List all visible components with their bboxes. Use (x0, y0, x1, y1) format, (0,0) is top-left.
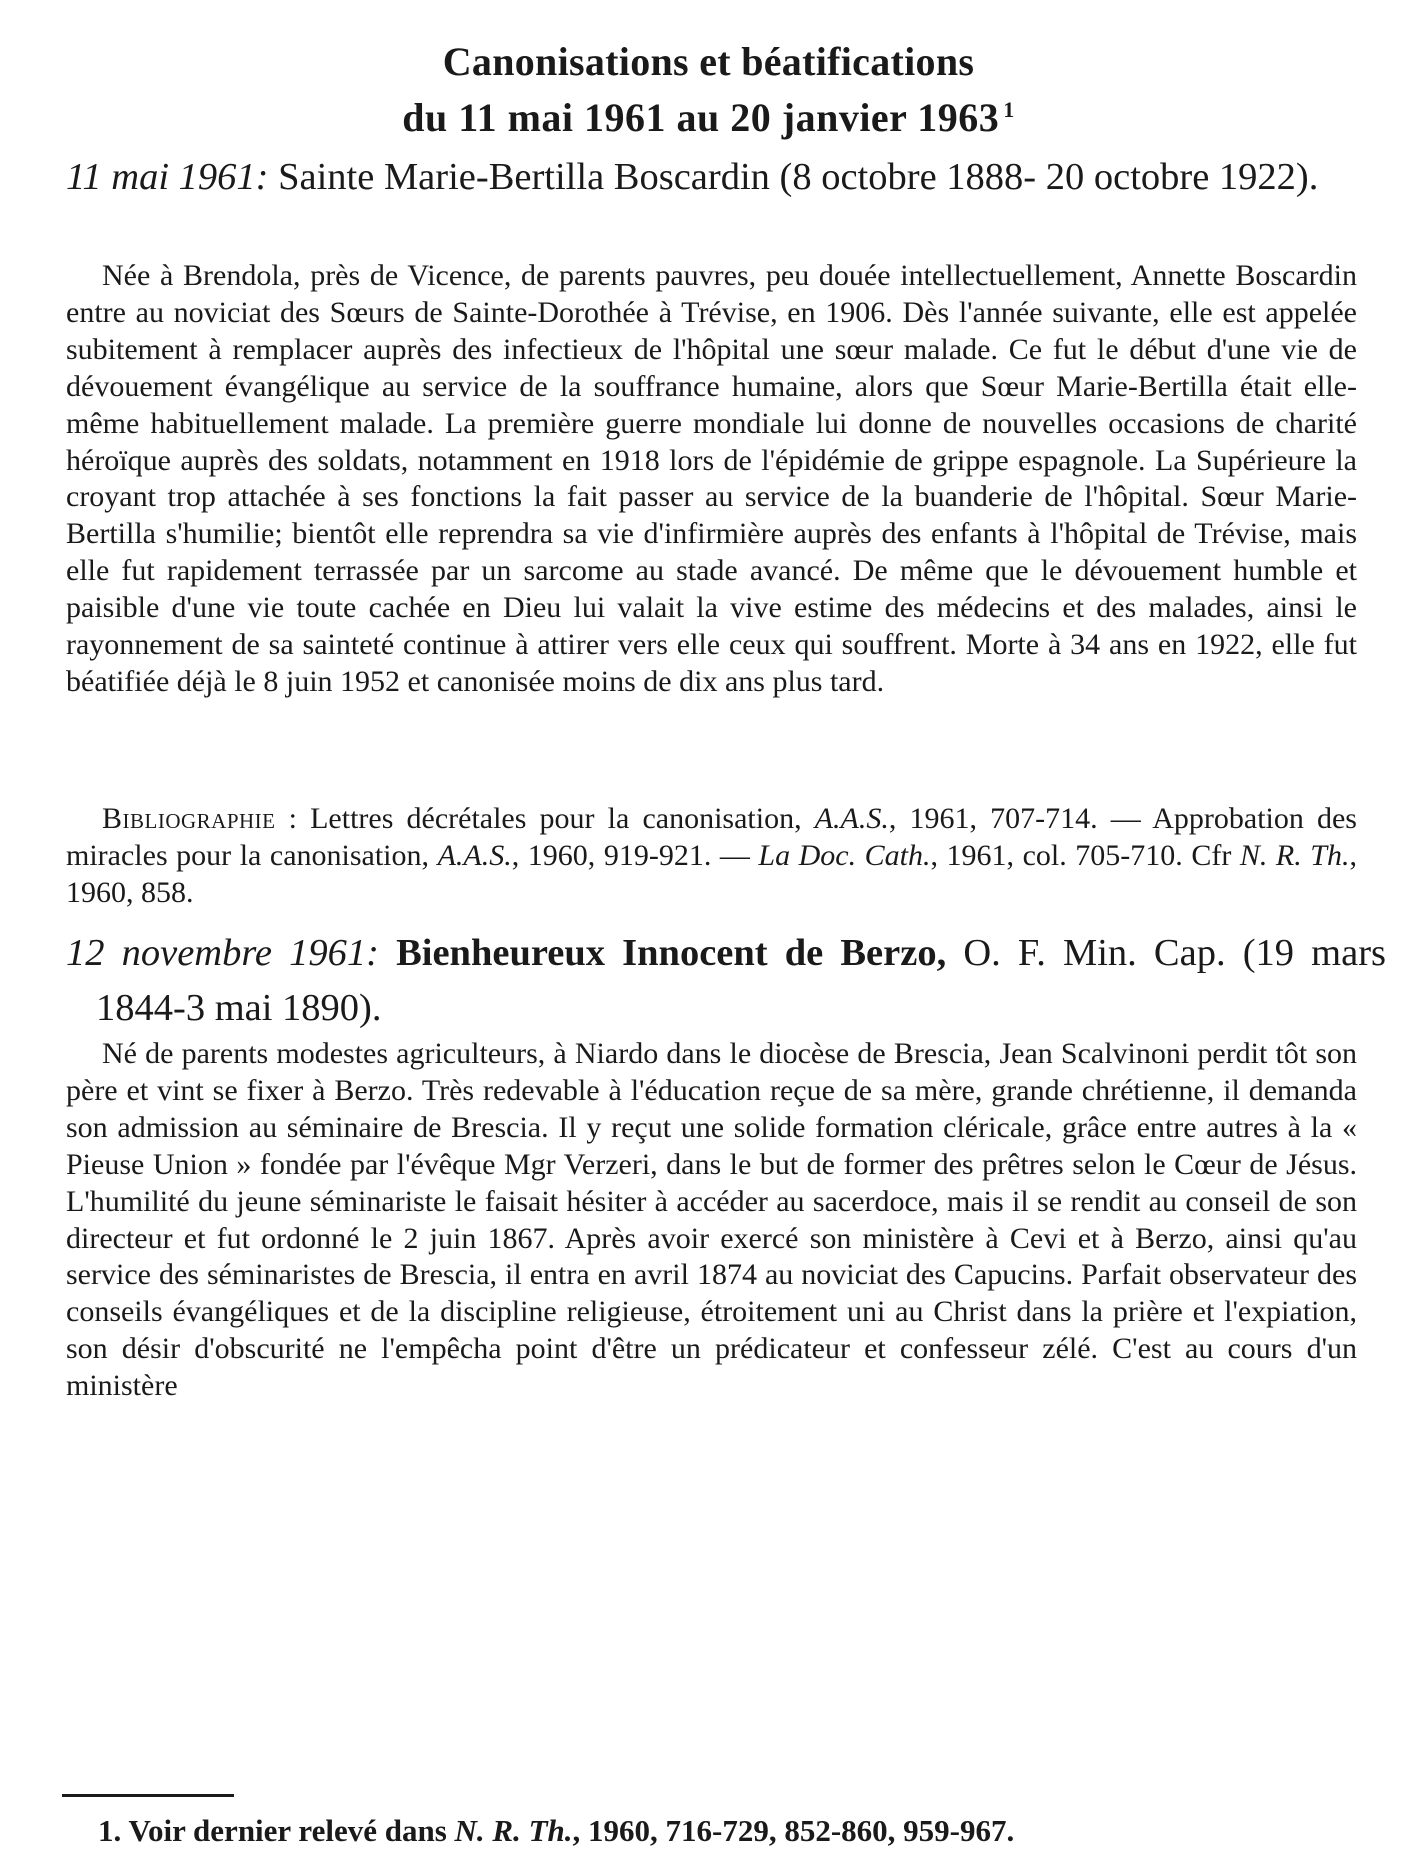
bibliography (66, 800, 1357, 911)
bibliography-text: , 1961, col. 705-710. Cfr (930, 839, 1240, 872)
entry-body-2: Né de parents modestes agriculteurs, à Niardo dans le diocèse de Brescia, Jean Scalvinoni perdit tôt son père et vint se fixer à Berzo. Très redevable à l'éducation reçue de sa mère, grande chrétienne, il demanda son admission au séminaire de Brescia. Il y reçut une solide formation cléricale, grâce entre autres à la « Pieuse Union » fondée par l'évêque Mgr Verzeri, dans le but de former des prêtres selon le Cœur de Jésus. L'humilité du jeune séminariste le faisait hésiter à accéder au sacerdoce, mais il se rendit au conseil de son directeur et fut ordonné le 2 juin 1867. Après avoir exercé son ministère à Cevi et à Berzo, ainsi qu'au service des séminaristes de Brescia, il entra en avril 1874 au noviciat des Capucins. Parfait observateur des conseils évangéliques et de la discipline religieuse, étroitement uni au Christ dans la prière et l'expiation, son désir d'obscurité ne l'empêcha point d'être un prédicateur et confesseur zélé. C'est au cours d'un ministère (66, 1037, 1357, 1403)
bibliography-ladoc: La Doc. Cath. (758, 839, 931, 872)
entry-name: Sainte Marie-Bertilla Boscardin (278, 156, 770, 198)
bibliography-text: Lettres décrétales pour la canonisation, (310, 802, 815, 835)
bibliography-separator: : (275, 802, 311, 835)
title-line-2 (0, 90, 1417, 146)
bibliography-aas: A.A.S. (814, 802, 889, 835)
footnote-nrth: N. R. Th. (454, 1813, 573, 1848)
entry-date: 11 mai 1961: (66, 156, 269, 198)
title-line-2-text: du 11 mai 1961 au 20 janvier 1963 (402, 95, 1000, 140)
footnote-number: 1. (98, 1813, 122, 1848)
entry-order: O. F. Min. Cap. (963, 932, 1226, 974)
entry-dates-part2: 20 octobre 1922). (1045, 156, 1319, 198)
footnote-text: Voir dernier relevé dans (128, 1813, 455, 1848)
bibliography-text: , 1960, 858. (66, 839, 1357, 909)
bibliography-label: Bibliographie (102, 802, 276, 835)
footnote-divider (62, 1794, 234, 1797)
entry-name: Bienheureux Innocent de Berzo, (396, 932, 947, 974)
entry-body-1: Née à Brendola, près de Vicence, de parents pauvres, peu douée intellectuellement, Annette Boscardin entre au noviciat des Sœurs de Sainte-Dorothée à Trévise, en 1906. Dès l'année suivante, elle est appelée subitement à remplacer auprès des infectieux de l'hôpital une sœur malade. Ce fut le début d'une vie de dévouement évangélique au service de la souffrance humaine, alors que Sœur Marie-Bertilla était elle-même habituellement malade. La première guerre mondiale lui donne de nouvelles occasions de charité héroïque auprès des soldats, notamment en 1918 lors de l'épidémie de grippe espagnole. La Supérieure la croyant trop attachée à ses fonctions la fait passer au service de la buanderie de l'hôpital. Sœur Marie-Bertilla s'humilie; bientôt elle reprendra sa vie d'infirmière auprès des enfants à l'hôpital de Trévise, mais elle fut rapidement terrassée par un sarcome au stade avancé. De même que le dévouement humble et paisible d'une vie toute cachée en Dieu lui valait la vive estime des médecins et des malades, ainsi le rayonnement de sa sainteté continue à attirer vers elle ceux qui souffrent. Morte à 34 ans en 1922, elle fut béatifiée déjà le 8 juin 1952 et canonisée moins de dix ans plus tard. (66, 259, 1357, 698)
entry-heading-2 (66, 926, 1386, 1036)
entry-date: 12 novembre 1961: (66, 932, 379, 974)
footnote (98, 1812, 1348, 1850)
footnote-text-2: , 1960, 716-729, 852-860, 959-967. (572, 1813, 1015, 1848)
entry-dates-part1: (8 octobre 1888- (779, 156, 1037, 198)
entry-heading-1 (66, 150, 1386, 205)
bibliography-text: , 1960, 919-921. — (511, 839, 759, 872)
title-line-1: Canonisations et béatifications (442, 39, 975, 84)
page-title (0, 34, 1417, 146)
bibliography-nrth: N. R. Th. (1239, 839, 1350, 872)
footnote-reference: 1 (1003, 96, 1015, 122)
bibliography-aas: A.A.S. (437, 839, 512, 872)
entry-dates: (19 mars 1844-3 mai 1890). (96, 932, 1387, 1029)
bibliography-text: , 1961, 707-714. — Approbation des miracles pour la canonisation, (66, 802, 1357, 872)
